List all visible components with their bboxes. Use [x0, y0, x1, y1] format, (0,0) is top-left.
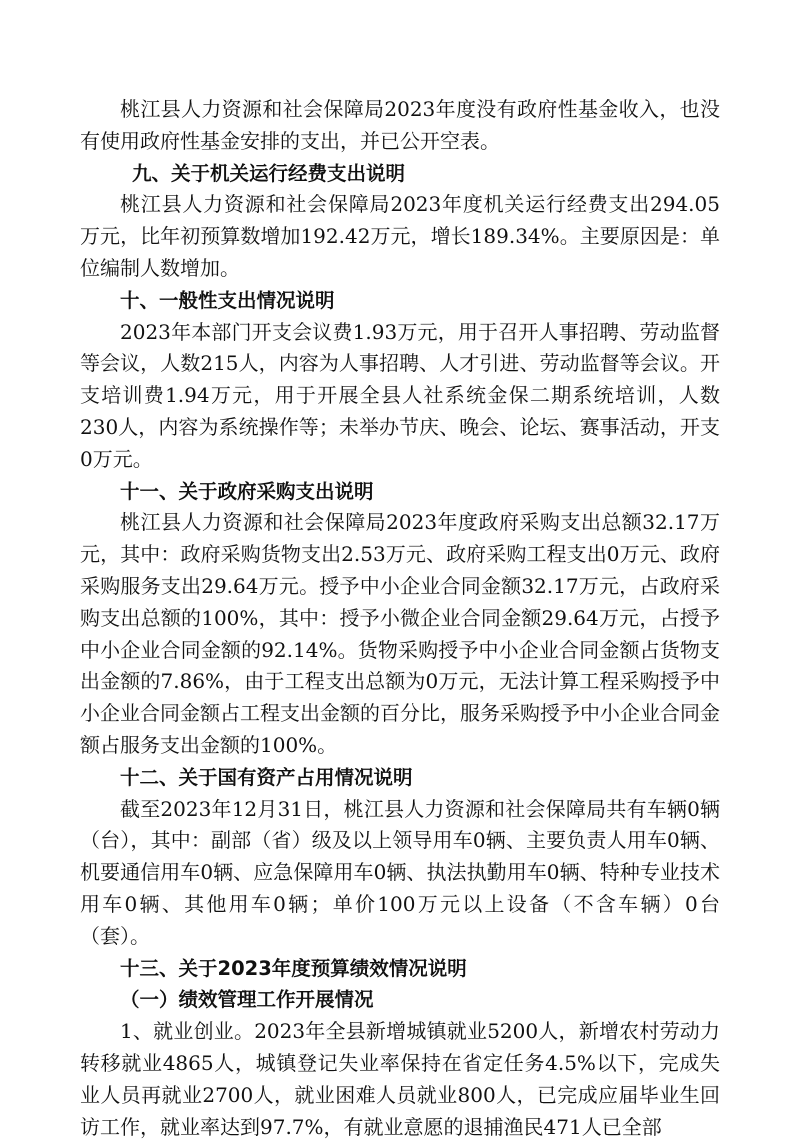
paragraph-operating-expenses: 桃江县人力资源和社会保障局2023年度机关运行经费支出294.05万元，比年初预算数增加192.42万元，增长189.34%。主要原因是：单位编制人数增加。 — [80, 192, 720, 280]
heading-section-9: 九、关于机关运行经费支出说明 — [132, 161, 406, 185]
paragraph-procurement: 桃江县人力资源和社会保障局2023年度政府采购支出总额32.17万元，其中：政府采购货物支出2.53万元、政府采购工程支出0万元、政府采购服务支出29.64万元。授予中小企业合同金额32.17万元，占政府采购支出总额的100%，其中：授予小微企业合同金额29.64万元，占授予中小企业合同金额的92.14%。货物采购授予中小企业合同金额占货物支出金额的7.86%，由于工程支出总额为0万元，无法计算工程采购授予中小企业合同金额占工程支出金额的百分比，服务采购授予中小企业合同金额占服务支出金额的100%。 — [80, 510, 720, 757]
heading-section-10: 十、一般性支出情况说明 — [120, 288, 335, 312]
paragraph-state-assets: 截至2023年12月31日，桃江县人力资源和社会保障局共有车辆0辆（台），其中：副部（省）级及以上领导用车0辆、主要负责人用车0辆、机要通信用车0辆、应急保障用车0辆、执法执勤用车0辆、特种专业技术用车0辆、其他用车0辆；单价100万元以上设备（不含车辆）0台（套）。 — [80, 796, 720, 948]
paragraph-government-fund: 桃江县人力资源和社会保障局2023年度没有政府性基金收入，也没有使用政府性基金安排的支出，并已公开空表。 — [80, 97, 720, 153]
paragraph-general-expenses: 2023年本部门开支会议费1.93万元，用于召开人事招聘、劳动监督等会议，人数215人，内容为人事招聘、人才引进、劳动监督等会议。开支培训费1.94万元，用于开展全县人社系统金保二期系统培训，人数230人，内容为系统操作等；未举办节庆、晚会、论坛、赛事活动，开支0万元。 — [80, 319, 720, 471]
heading-section-12: 十二、关于国有资产占用情况说明 — [120, 765, 413, 789]
paragraph-employment: 1、就业创业。2023年全县新增城镇就业5200人，新增农村劳动力转移就业4865人，城镇登记失业率保持在省定任务4.5%以下，完成失业人员再就业2700人，就业困难人员就业800人，已完成应届毕业生回访工作，就业率达到97.7%，有就业意愿的退捕渔民471人已全部 — [80, 1019, 720, 1139]
heading-section-13: 十三、关于2023年度预算绩效情况说明 — [120, 956, 467, 980]
heading-section-11: 十一、关于政府采购支出说明 — [120, 479, 374, 503]
document-body — [80, 94, 720, 1143]
heading-subsection-1: （一）绩效管理工作开展情况 — [120, 988, 374, 1012]
